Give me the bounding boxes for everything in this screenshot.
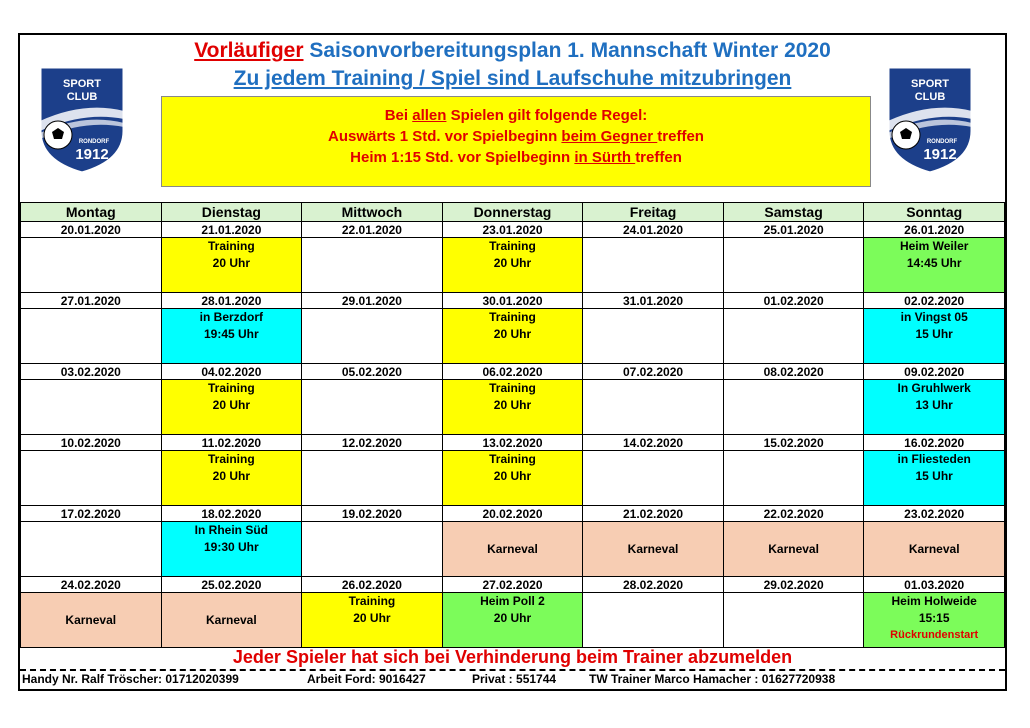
weekday-header: Donnerstag: [442, 203, 583, 222]
logo-text-year: 1912: [75, 146, 109, 163]
date-cell: 17.02.2020: [21, 506, 162, 522]
schedule-body: [21, 222, 1005, 648]
date-cell: 25.02.2020: [161, 577, 302, 593]
event-row: [21, 309, 1005, 364]
date-cell: 05.02.2020: [302, 364, 443, 380]
date-cell: 30.01.2020: [442, 293, 583, 309]
event-row: [21, 238, 1005, 293]
event-cell: [161, 309, 302, 364]
event-cell: [21, 593, 162, 648]
rule-text: Heim 1:15 Std. vor Spielbeginn: [350, 149, 575, 166]
date-cell: 26.01.2020: [864, 222, 1005, 238]
contact-privat: Privat : 551744: [472, 672, 557, 686]
logo-text-club: CLUB: [66, 91, 98, 103]
event-text: Training: [208, 452, 255, 466]
event-row: [21, 380, 1005, 435]
event-text: 20 Uhr: [353, 611, 391, 625]
event-cell: [302, 593, 443, 648]
date-cell: 23.02.2020: [864, 506, 1005, 522]
event-note: Rückrundenstart: [890, 629, 979, 641]
event-text: in Berzdorf: [199, 310, 264, 324]
event-cell: [442, 522, 583, 577]
date-cell: 31.01.2020: [583, 293, 724, 309]
event-text: Karneval: [908, 541, 960, 556]
event-cell: [723, 309, 864, 364]
event-cell: [723, 380, 864, 435]
event-text: Training: [208, 381, 255, 395]
title-prefix: Vorläufiger: [194, 39, 304, 62]
event-row: [21, 451, 1005, 506]
date-row: [21, 577, 1005, 593]
event-text: in Fliesteden: [897, 452, 971, 466]
date-cell: 02.02.2020: [864, 293, 1005, 309]
event-cell: [161, 593, 302, 648]
event-cell: [864, 238, 1005, 293]
club-logo-right: [882, 61, 978, 177]
event-text: Heim Weiler: [899, 239, 969, 253]
rule-text: treffen: [657, 128, 704, 145]
rule-line-2: [162, 126, 870, 147]
event-text: 20 Uhr: [493, 256, 532, 270]
date-cell: 20.02.2020: [442, 506, 583, 522]
date-cell: 16.02.2020: [864, 435, 1005, 451]
weekday-header: Mittwoch: [302, 203, 443, 222]
date-cell: 22.01.2020: [302, 222, 443, 238]
date-cell: 27.02.2020: [442, 577, 583, 593]
weekday-header: Montag: [21, 203, 162, 222]
logo-text-place: RONDORF: [78, 139, 110, 145]
date-cell: 01.03.2020: [864, 577, 1005, 593]
event-text: 13 Uhr: [915, 398, 953, 412]
event-text: Training: [208, 239, 255, 253]
event-cell: [723, 451, 864, 506]
schedule-page: [18, 33, 1007, 691]
event-cell: [583, 593, 724, 648]
date-cell: 29.02.2020: [723, 577, 864, 593]
date-row: [21, 435, 1005, 451]
page-title: [20, 38, 1005, 64]
date-cell: 24.01.2020: [583, 222, 724, 238]
rule-text-underlined: beim Gegner: [561, 128, 658, 145]
date-cell: 12.02.2020: [302, 435, 443, 451]
event-cell: [161, 238, 302, 293]
event-cell: [302, 451, 443, 506]
club-logo-left: [34, 61, 130, 177]
event-cell: [21, 522, 162, 577]
event-row: [21, 593, 1005, 648]
date-cell: 28.02.2020: [583, 577, 724, 593]
weekday-header: Sonntag: [864, 203, 1005, 222]
event-text: In Rhein Süd: [194, 523, 269, 537]
date-cell: 21.01.2020: [161, 222, 302, 238]
date-cell: 23.01.2020: [442, 222, 583, 238]
event-cell: [864, 593, 1005, 648]
event-cell: [161, 451, 302, 506]
date-cell: 20.01.2020: [21, 222, 162, 238]
logo-text-sport: SPORT: [63, 78, 101, 90]
date-cell: 22.02.2020: [723, 506, 864, 522]
event-cell: [442, 380, 583, 435]
event-cell: [161, 380, 302, 435]
event-cell: [442, 238, 583, 293]
date-cell: 11.02.2020: [161, 435, 302, 451]
logo-text-place: RONDORF: [926, 139, 958, 145]
date-cell: 19.02.2020: [302, 506, 443, 522]
event-text: Training: [489, 310, 536, 324]
rules-box: [161, 96, 871, 187]
date-cell: 21.02.2020: [583, 506, 724, 522]
date-cell: 13.02.2020: [442, 435, 583, 451]
rule-text-underlined: in Sürth: [574, 149, 636, 166]
date-row: [21, 364, 1005, 380]
event-cell: [442, 593, 583, 648]
event-cell: [583, 522, 724, 577]
contact-handy: Handy Nr. Ralf Tröscher: 01712020399: [22, 672, 239, 686]
event-text: Training: [489, 381, 536, 395]
contact-tw-trainer: TW Trainer Marco Hamacher : 01627720938: [589, 672, 836, 686]
date-row: [21, 222, 1005, 238]
date-cell: 04.02.2020: [161, 364, 302, 380]
logo-text-sport: SPORT: [911, 78, 949, 90]
event-cell: [21, 238, 162, 293]
event-cell: [302, 380, 443, 435]
event-cell: [864, 380, 1005, 435]
event-text: 20 Uhr: [493, 398, 532, 412]
event-cell: [21, 380, 162, 435]
event-text: 15:15: [918, 611, 950, 625]
event-text: Karneval: [768, 541, 819, 556]
event-cell: [583, 451, 724, 506]
event-text: Heim Holweide: [891, 594, 977, 608]
rule-text: Bei: [384, 107, 413, 124]
event-cell: [723, 593, 864, 648]
event-text: in Vingst 05: [900, 310, 968, 324]
event-text: 20 Uhr: [493, 469, 532, 483]
date-cell: 28.01.2020: [161, 293, 302, 309]
event-text: 19:30 Uhr: [203, 540, 259, 554]
event-text: Karneval: [65, 612, 117, 627]
weekday-header: Dienstag: [161, 203, 302, 222]
logo-text-club: CLUB: [914, 91, 946, 103]
event-text: 15 Uhr: [915, 469, 953, 483]
event-cell: [161, 522, 302, 577]
event-cell: [302, 309, 443, 364]
rule-line-1: [162, 105, 870, 126]
rule-text-underlined: allen: [412, 107, 447, 124]
event-text: Training: [489, 239, 536, 253]
event-text: Karneval: [627, 541, 679, 556]
event-row: [21, 522, 1005, 577]
event-cell: [583, 238, 724, 293]
event-cell: [864, 522, 1005, 577]
event-cell: [864, 309, 1005, 364]
date-cell: 25.01.2020: [723, 222, 864, 238]
footer-notice: Jeder Spieler hat sich bei Verhinderung beim Trainer abzumelden: [232, 647, 793, 667]
date-cell: 01.02.2020: [723, 293, 864, 309]
event-text: Heim Poll 2: [480, 594, 545, 608]
date-cell: 27.01.2020: [21, 293, 162, 309]
event-text: 15 Uhr: [915, 327, 953, 341]
weekday-header-row: [21, 203, 1005, 222]
rule-text: Auswärts 1 Std. vor Spielbeginn: [328, 128, 562, 145]
event-text: Karneval: [205, 612, 257, 627]
schedule-table: [20, 202, 1005, 648]
date-row: [21, 293, 1005, 309]
page-subtitle: Zu jedem Training / Spiel sind Laufschuhe mitzubringen: [233, 67, 792, 90]
event-cell: [442, 451, 583, 506]
footer-divider: [20, 669, 1005, 671]
event-cell: [723, 522, 864, 577]
event-cell: [302, 238, 443, 293]
event-cell: [583, 309, 724, 364]
event-text: 20 Uhr: [212, 256, 251, 270]
event-text: In Gruhlwerk: [897, 381, 971, 395]
date-cell: 10.02.2020: [21, 435, 162, 451]
event-text: Training: [348, 594, 396, 608]
date-cell: 29.01.2020: [302, 293, 443, 309]
date-cell: 08.02.2020: [723, 364, 864, 380]
event-text: Karneval: [487, 541, 538, 556]
event-cell: [723, 238, 864, 293]
date-cell: 03.02.2020: [21, 364, 162, 380]
event-cell: [864, 451, 1005, 506]
date-cell: 24.02.2020: [21, 577, 162, 593]
logo-text-year: 1912: [923, 146, 957, 163]
date-cell: 07.02.2020: [583, 364, 724, 380]
date-row: [21, 506, 1005, 522]
date-cell: 15.02.2020: [723, 435, 864, 451]
event-cell: [442, 309, 583, 364]
event-cell: [583, 380, 724, 435]
event-text: 20 Uhr: [493, 611, 532, 625]
date-cell: 18.02.2020: [161, 506, 302, 522]
date-cell: 14.02.2020: [583, 435, 724, 451]
rule-text: treffen: [635, 149, 682, 166]
event-cell: [21, 451, 162, 506]
contact-arbeit: Arbeit Ford: 9016427: [307, 672, 426, 686]
event-text: 20 Uhr: [212, 398, 251, 412]
event-text: 20 Uhr: [493, 327, 532, 341]
title-main: Saisonvorbereitungsplan 1. Mannschaft Winter 2020: [309, 39, 831, 62]
event-cell: [21, 309, 162, 364]
weekday-header: Samstag: [723, 203, 864, 222]
date-cell: 09.02.2020: [864, 364, 1005, 380]
event-text: 14:45 Uhr: [906, 256, 962, 270]
event-text: Training: [489, 452, 536, 466]
weekday-header: Freitag: [583, 203, 724, 222]
event-text: 19:45 Uhr: [203, 327, 259, 341]
date-cell: 06.02.2020: [442, 364, 583, 380]
event-cell: [302, 522, 443, 577]
date-cell: 26.02.2020: [302, 577, 443, 593]
event-text: 20 Uhr: [212, 469, 251, 483]
rule-text: Spielen gilt folgende Regel:: [446, 107, 648, 124]
rule-line-3: [162, 147, 870, 168]
